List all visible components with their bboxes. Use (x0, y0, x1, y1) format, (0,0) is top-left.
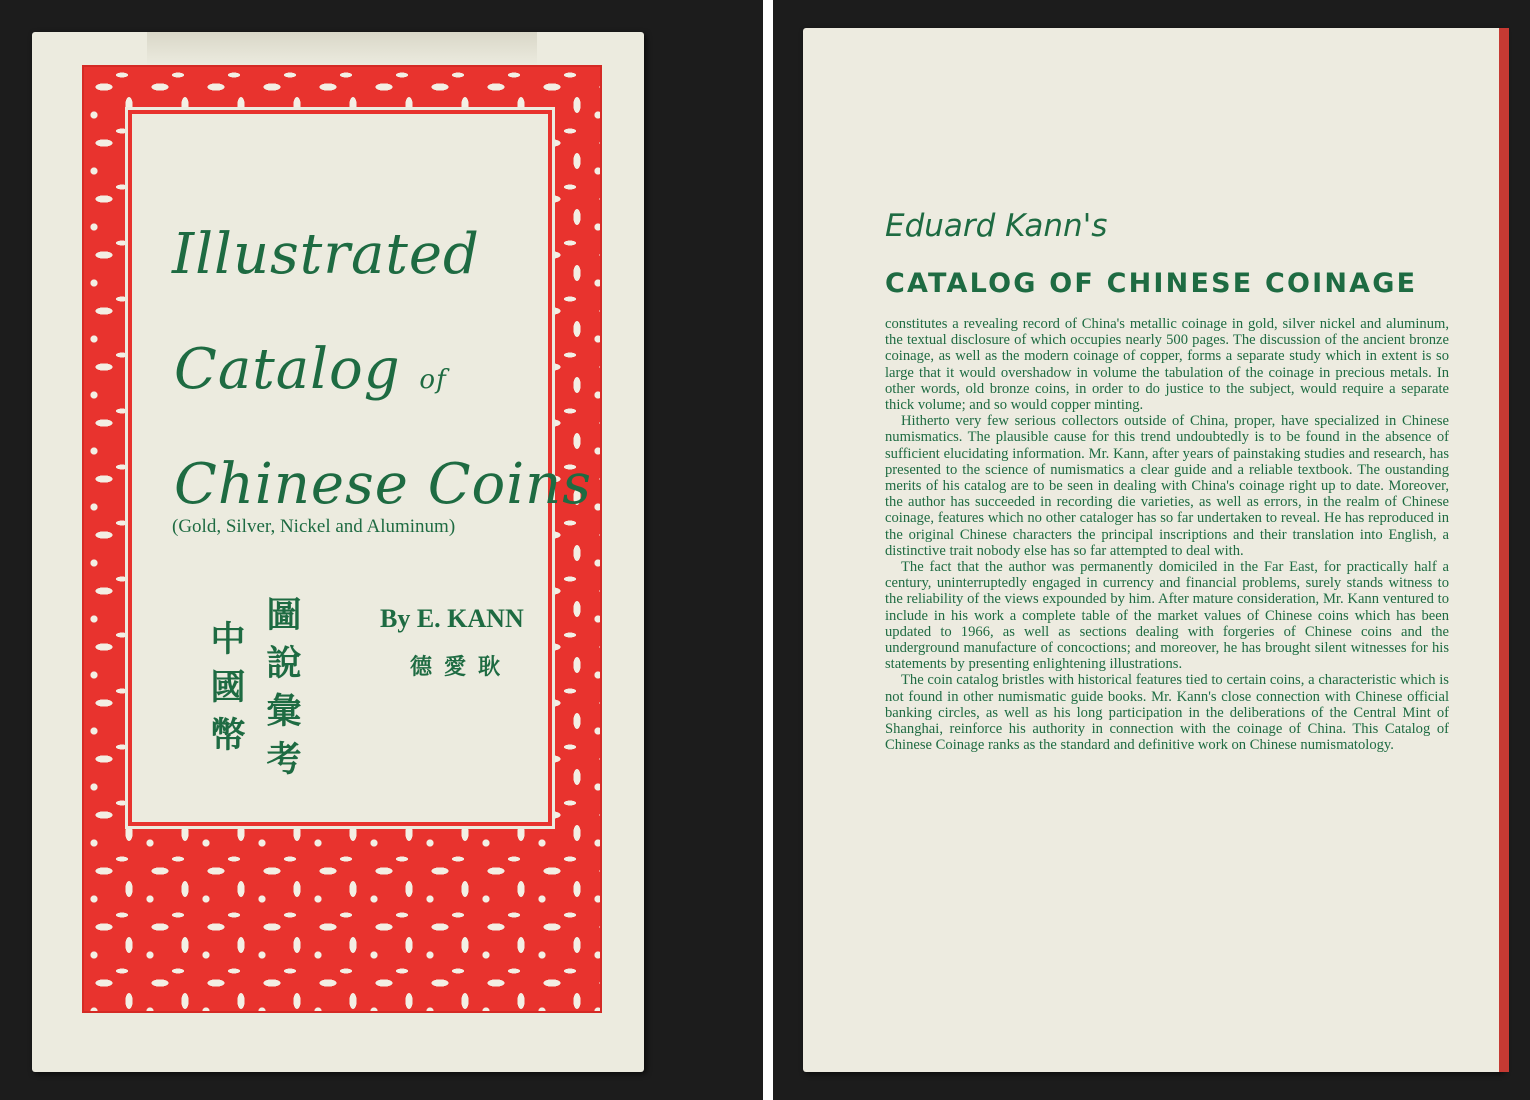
chinese-title-left: 中國幣 (210, 620, 246, 756)
author-name: By E. KANN (380, 604, 524, 633)
cover-wear-mark (147, 32, 537, 66)
subtitle: (Gold, Silver, Nickel and Aluminum) (172, 516, 456, 537)
back-cover (803, 28, 1503, 1072)
blurb-paragraph: The coin catalog bristles with historical features tied to certain coins, a characteristic which is not found in other numismatic guide books. Mr. Kann's close connection with Chinese official banking circles, as well as his long participation in the deliberations of the Central Mint of Shanghai, reinforce his authority in connection with the coinage of China. This Catalog of Chinese Coinage ranks as the standard and definitive work on Chinese numismatology. (885, 672, 1449, 754)
image-divider (763, 0, 773, 1100)
title-line-3: Chinese Coins (174, 452, 592, 517)
spine-edge (1499, 28, 1509, 1072)
chinese-title-right: 圖說彙考 (266, 596, 302, 780)
title-line-2 (174, 337, 447, 402)
title-catalog: Catalog (174, 337, 401, 402)
title-line-1: Illustrated (172, 222, 480, 287)
blurb-paragraph: constitutes a revealing record of China's metallic coinage in gold, silver nickel and aluminum, the textual disclosure of which occupies nearly 500 pages. The discussion of the ancient bronze coinage, as well as the modern coinage of copper, forms a separate study which in extent is so large that it would overshadow in volume the tabulation of the coinage in precious metals. In other words, old bronze coins, in order to do justice to the subject, would require a separate thick volume; and so would copper minting. (885, 316, 1449, 414)
front-cover (32, 32, 644, 1072)
title-of: of (419, 365, 447, 395)
back-heading: Eduard Kann's (885, 208, 1108, 244)
author-chinese-name: 德愛耿 (410, 655, 513, 680)
blurb-paragraph: The fact that the author was permanently domiciled in the Far East, for practically half a century, uninterruptedly engaged in currency and financial problems, surely stands witness to the reliability of the views expounded by him. After mature consideration, Mr. Kann ventured to include in his work a complete table of the market values of Chinese coins which has been updated to 1966, as well as sections dealing with forgeries of Chinese coins and the underground manufacture of concoctions; and moreover, he has brought silent witnesses for his statements by presenting enlightening illustrations. (885, 559, 1449, 673)
back-title: CATALOG OF CHINESE COINAGE (885, 268, 1418, 299)
blurb-paragraph: Hitherto very few serious collectors outside of China, proper, have specialized in Chinese numismatics. The plausible cause for this trend undoubtedly is to be found in the absence of sufficient elucidating information. Mr. Kann, after years of painstaking studies and research, has presented to the science of numismatics a clear guide and a reliable textbook. The oustanding merits of his catalog are to be seen in dealing with China's coinage right up to date. Moreover, the author has succeeded in recording die varieties, as well as errors, in the realm of Chinese coinage, features which no other cataloger has so far undertaken to reveal. He has reproduced in the original Chinese characters the principal inscriptions and their translation into English, a distinctive trait nobody else has so far attempted to deal with. (885, 413, 1449, 559)
back-blurb (885, 316, 1449, 753)
